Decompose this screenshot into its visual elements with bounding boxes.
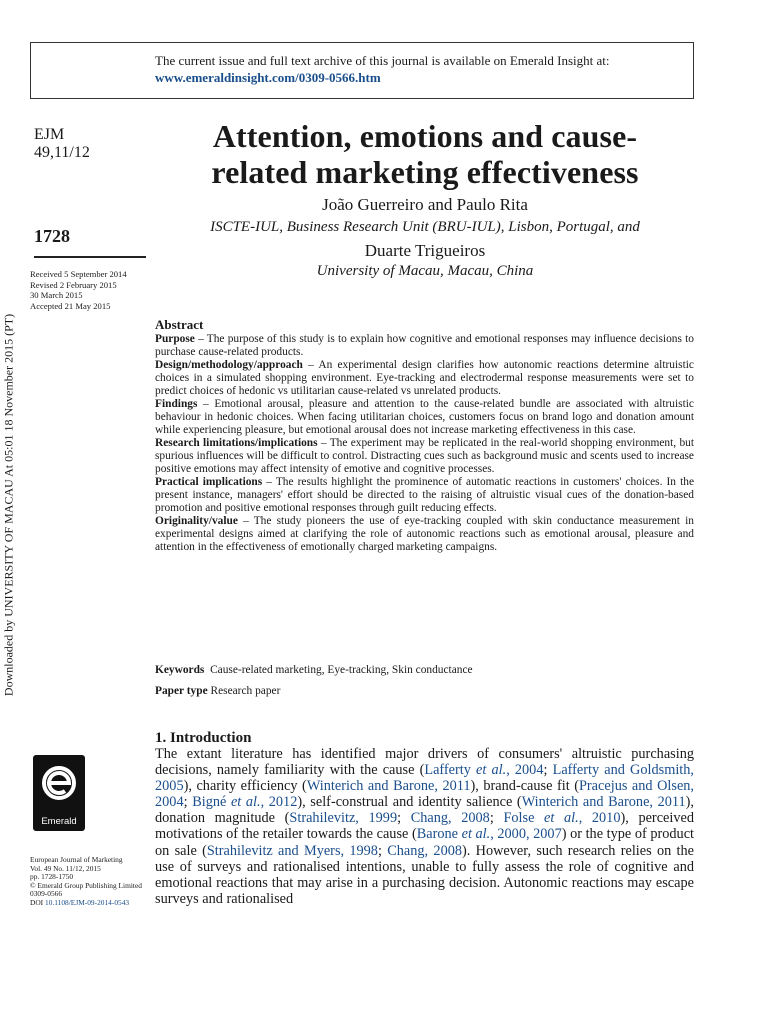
section-text: – The study pioneers the use of eye-tracking coupled with skin conductance measurement in experimental designs aimed at clarifying the role of autonomic reactions such as emotional arousal, pleasure and attention in the effectiveness of emotionally charged marketing campaigns. [155, 515, 694, 553]
citation-link[interactable]: Folse [503, 810, 545, 827]
paper-type-text: Research paper [210, 685, 281, 697]
section-label: Originality/value [155, 515, 238, 527]
citation-line: Vol. 49 No. 11/12, 2015 [30, 863, 101, 873]
citation-line: © Emerald Group Publishing Limited [30, 880, 142, 890]
download-sidebar [0, 0, 18, 1024]
citation-link[interactable]: et al. [461, 826, 491, 843]
citation-line: 0309-0566 [30, 889, 63, 899]
author-affiliation-1: ISCTE-IUL, Business Research Unit (BRU-IUL), Lisbon, Portugal, and [210, 219, 640, 235]
doi-link[interactable]: 10.1108/EJM-09-2014-0543 [45, 897, 130, 907]
abstract-findings [155, 398, 694, 437]
journal-ref [34, 126, 90, 162]
introduction-body [155, 746, 694, 907]
citation-link[interactable]: Winterich and Barone, 2011 [306, 778, 471, 795]
citation-link[interactable]: Lafferty and Goldsmith, 2005 [155, 762, 694, 795]
margin-rule [34, 256, 146, 258]
archive-notice-text: The current issue and full text archive of this journal is available on Emerald Insight at: [155, 53, 610, 68]
archive-notice-box [30, 42, 694, 99]
doi-label: DOI [30, 897, 44, 907]
section-label: Research limitations/implications [155, 437, 318, 449]
citation-link[interactable]: et al. [230, 794, 261, 811]
citation-link[interactable]: Bigné [192, 794, 231, 811]
section-heading-introduction: 1. Introduction [155, 730, 252, 746]
abstract [155, 318, 694, 554]
citation-link[interactable]: Winterich and Barone, 2011 [521, 794, 686, 811]
revised-date-2: 30 March 2015 [30, 290, 83, 300]
author-names-2: Duarte Trigueiros [364, 241, 486, 260]
paper-title [155, 118, 695, 190]
citation-link[interactable]: , 2010 [578, 810, 621, 827]
paper-type-label: Paper type [155, 685, 208, 697]
section-label: Purpose [155, 333, 195, 345]
page-number: 1728 [34, 226, 70, 246]
revised-date: Revised 2 February 2015 [30, 279, 117, 290]
citation-link[interactable]: Pracejus and Olsen, 2004 [155, 778, 695, 811]
body-text: ) or the type of product on sale ( [155, 826, 695, 859]
title-line-1: Attention, emotions and cause- [212, 118, 638, 154]
paper-type [155, 685, 280, 697]
body-text: ; [543, 762, 553, 779]
journal-abbrev: EJM [34, 126, 65, 143]
received-date: Received 5 September 2014 [30, 269, 127, 279]
abstract-originality [155, 515, 694, 554]
abstract-heading: Abstract [155, 317, 204, 332]
keywords-label: Keywords [155, 664, 205, 676]
body-text: ). However, such research relies on the use of surveys and rationalised intentions, unable to fully assess the role of cognitive and emotional reactions that may arise in a purchasing decision. Autonomic reactions may escape surveys and rationalised [155, 842, 694, 907]
section-text: – The purpose of this study is to explain how cognitive and emotional responses may influence decisions to purchase cause-related products. [155, 333, 694, 358]
emerald-logo-text: Emerald [41, 816, 77, 827]
citation-link[interactable]: , 2000, 2007 [490, 826, 562, 843]
section-label: Findings [155, 398, 198, 410]
abstract-limitations [155, 437, 694, 476]
body-text: ; [489, 810, 504, 827]
author-affiliation-2: University of Macau, Macau, China [316, 263, 534, 279]
body-text: ), donation magnitude ( [155, 794, 695, 827]
citation-link[interactable]: Strahilevitz and Myers, 1998 [206, 842, 378, 859]
citation-link[interactable]: et al. [544, 810, 579, 827]
body-text: ), self-construal and identity salience ( [297, 794, 522, 811]
citation-link[interactable]: Chang, 2008 [387, 842, 463, 859]
section-label: Practical implications [155, 476, 263, 488]
section-text: – An experimental design clarifies how autonomic reactions determine altruistic choices in a simulated shopping environment. Eye-tracking and electrodermal response measurements were set to predict choices of hedonic vs utilitarian cause-related vs unrelated products. [155, 359, 694, 397]
section-label: Design/methodology/approach [155, 359, 303, 371]
emerald-logo [33, 755, 85, 831]
citation-link[interactable]: , 2004 [506, 762, 544, 779]
citation-link[interactable]: et al. [476, 762, 507, 779]
download-notice: Downloaded by UNIVERSITY OF MACAU At 05:01 18 November 2015 (PT) [1, 313, 16, 697]
citation-line: European Journal of Marketing [30, 855, 123, 864]
abstract-design [155, 359, 694, 398]
body-text: ), charity efficiency ( [183, 778, 307, 795]
citation-line: pp. 1728-1750 [30, 872, 74, 882]
emerald-logo-icon [39, 761, 79, 811]
citation-link[interactable]: Barone [416, 826, 462, 843]
section-text: – The experiment may be replicated in the real-world shopping environment, but spurious influences will be difficult to control. Distracting cues such as background music and scents used to increase positive emotions may affect intensity of emotive and cognitive processes. [155, 437, 694, 475]
author-names-1: João Guerreiro and Paulo Rita [322, 195, 528, 214]
title-line-2: related marketing effectiveness [211, 154, 639, 190]
body-text: ; [183, 794, 193, 811]
body-text: ; [397, 810, 411, 827]
history-dates [30, 269, 127, 311]
citation-link[interactable]: Lafferty [424, 762, 477, 779]
section-text: – Emotional arousal, pleasure and attention to the cause-related bundle are associated with altruistic behaviour in hedonic choices. When facing utilitarian choices, customers focus on brand logo and donation amount while experiencing pleasure, but emotional arousal does not increase marketing effectiveness in this case. [155, 398, 694, 436]
citation-link[interactable]: Chang, 2008 [410, 810, 490, 827]
body-text: The extant literature has identified major drivers of consumers' altruistic purchasing decisions, namely familiarity with the cause ( [155, 746, 694, 779]
abstract-practical [155, 476, 694, 515]
citation-doi-line [30, 899, 142, 908]
archive-url-link[interactable]: www.emeraldinsight.com/0309-0566.htm [155, 70, 381, 85]
journal-citation [30, 856, 142, 908]
body-text: ; [377, 842, 388, 859]
keywords [155, 664, 473, 676]
citation-link[interactable]: Strahilevitz, 1999 [289, 810, 398, 827]
citation-link[interactable]: , 2012 [260, 794, 298, 811]
body-text: ), brand-cause fit ( [470, 778, 579, 795]
section-text: – The results highlight the prominence of automatic reactions in customers' choices. In the present instance, managers' effort should be directed to the raising of altruistic visual cues of the donation-based promotion and positive emotional responses through guilt reducing effects. [155, 476, 694, 514]
body-text: ), perceived motivations of the retailer towards the cause ( [155, 810, 695, 843]
keywords-text: Cause-related marketing, Eye-tracking, Skin conductance [210, 664, 473, 676]
abstract-purpose [155, 333, 694, 359]
accepted-date: Accepted 21 May 2015 [30, 300, 111, 311]
journal-volume: 49,11/12 [34, 144, 90, 161]
